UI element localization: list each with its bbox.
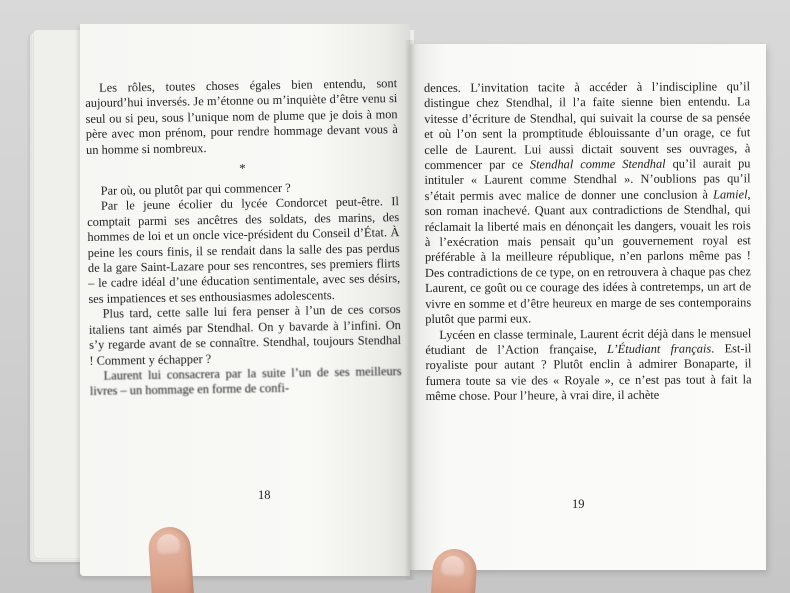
right-paragraph-2 <box>425 326 751 405</box>
right-page-number: 19 <box>572 497 585 511</box>
right-paragraph-1-part-b: qu’il aurait pu intituler « Laurent comme Stendhal ». N’oublions pas qu’il s’était permis avec malice de donner une conclusion à <box>424 156 751 203</box>
left-paragraph-1: Les rôles, toutes choses égales bien entendu, sont aujourd’hui inversés. Je m’étonne ou m’inquiète d’être venu si seul ou si peu, sous l’unique nom de plume que je dois à mon père avec mon prénom, pour rendre hommage devant vous à un homme si nombreux. <box>85 76 398 157</box>
left-thumbnail <box>156 533 181 557</box>
right-paragraph-2-part-a: Lycéen en classe terminale, Laurent écrit déjà dans le mensuel étudiant de l’Action française, <box>425 325 752 357</box>
left-paragraph-4: Plus tard, cette salle lui fera penser à l’un de ces corsos italiens tant aimés par Stendhal. On y bavarde à l’infini. On s’y regarde avant de se connaître. Stendhal, toujours Stendhal ! Comment y échapper ? <box>88 302 402 368</box>
right-paragraph-1-part-c: , son roman inachevé. Quant aux contradictions de Stendhal, qui réclamait la liberté mais en dénonçait les dangers, vouait les rois à l’exécration mais pensait qu’un gouvernement royal est préférable à la meilleure république, n’en parlons même pas ! Des contradictions de ce type, on en retrouvera à chaque pas chez Laurent, ce goût ou ce courage des idées à contretemps, un art de vivre en somme et d’être heureux en marge de ses contemporains plutôt que parmi eux. <box>424 187 752 327</box>
left-paragraph-5: Laurent lui consacrera par la suite l’un de ses meilleurs livres – un hommage en forme de confi- <box>89 363 402 399</box>
left-page-number: 18 <box>258 488 271 502</box>
italic-book-title: Stendhal comme Stendhal <box>529 156 666 172</box>
italic-journal-title: L’Étudiant français <box>607 341 712 356</box>
right-thumbnail <box>440 555 465 579</box>
right-page-text <box>424 79 752 404</box>
italic-novel-title: Lamiel <box>713 187 748 202</box>
right-paragraph-2-part-b: . Est-il royaliste pour autant ? Plutôt enclin à admirer Bonaparte, il fumera toute sa vie des « Royale », ce n’est pas tout à fait la même chose. Pour l’heure, à vrai dire, il achète <box>425 341 752 404</box>
right-paragraph-1 <box>424 79 751 327</box>
left-paragraph-3: Par le jeune écolier du lycée Condorcet peut-être. Il comptait parmi ses ancêtres des soldats, des marins, des hommes de loi et un oncle vice-président du Conseil d’État. À peine les cours finis, il se rendait dans la salle des pas perdus de la gare Saint-Lazare pour ses rencontres, ses premiers flirts – le cadre idéal d’une éducation sentimentale, avec ses désirs, ses impatiences et ses enthousiasmes adolescents. <box>87 194 401 306</box>
section-separator: * <box>239 160 246 176</box>
right-paragraph-1-part-a: dences. L’invitation tacite à accéder à l’indiscipline qu’il distingue chez Stendhal, il l’a faite sienne bien entendu. La vitesse d’écriture de Stendhal, qui suivait la course de sa pensée et où l’on sent la promptitude éblouissante d’un orage, ce fut celle de Laurent. Lui aussi dictait souvent ses ouvrages, à commencer par ce <box>424 79 751 173</box>
left-paragraph-2: Par où, ou plutôt par qui commencer ? <box>100 180 291 198</box>
left-page-text <box>85 76 402 400</box>
